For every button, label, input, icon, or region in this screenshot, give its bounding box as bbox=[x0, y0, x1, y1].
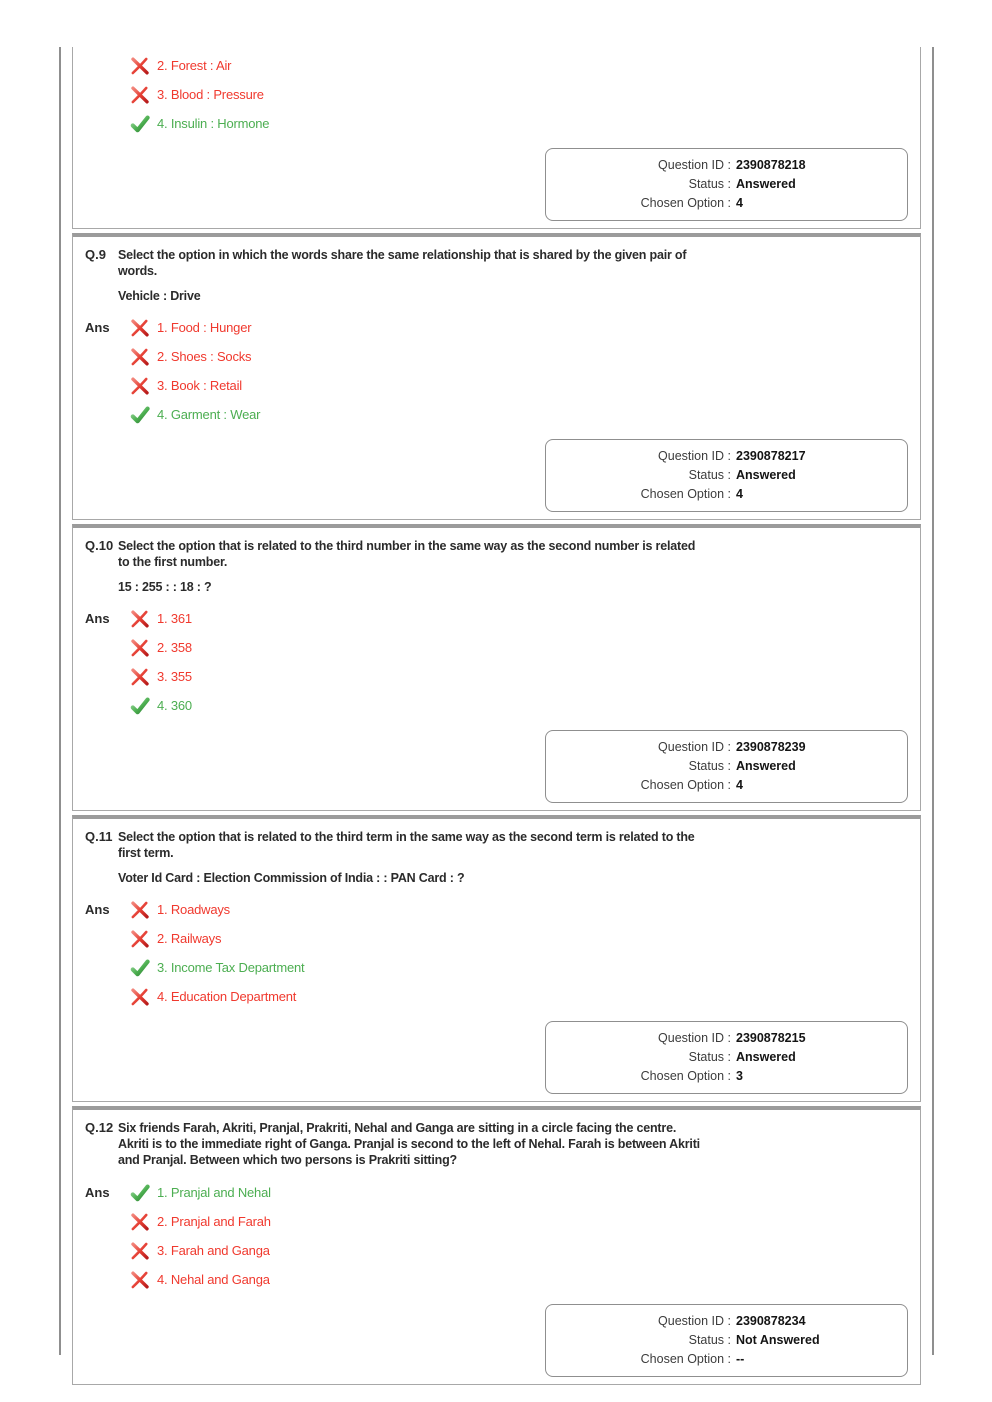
option-label: 1. Pranjal and Nehal bbox=[157, 1185, 271, 1200]
options-list bbox=[130, 604, 192, 720]
question-header bbox=[85, 247, 908, 279]
question-id-value: 2390878215 bbox=[736, 1031, 806, 1045]
cross-icon bbox=[130, 57, 150, 75]
chosen-option-value: 4 bbox=[736, 487, 743, 501]
cross-icon bbox=[130, 1271, 150, 1289]
check-icon bbox=[130, 115, 150, 133]
question-id-value: 2390878217 bbox=[736, 449, 806, 463]
question-id-value: 2390878239 bbox=[736, 740, 806, 754]
check-icon bbox=[130, 959, 150, 977]
option-label: 4. Insulin : Hormone bbox=[157, 116, 270, 131]
question-id-row bbox=[546, 738, 907, 757]
check-icon bbox=[130, 406, 150, 424]
cross-icon bbox=[130, 901, 150, 919]
status-row bbox=[546, 1331, 907, 1350]
option-label: 3. Blood : Pressure bbox=[157, 87, 264, 102]
cross-icon bbox=[130, 610, 150, 628]
question-id-row bbox=[546, 1029, 907, 1048]
status-row bbox=[546, 1048, 907, 1067]
cross-icon bbox=[130, 319, 150, 337]
option-row bbox=[130, 1265, 271, 1294]
question-block bbox=[72, 47, 921, 229]
option-row bbox=[130, 400, 260, 429]
question-stem: Vehicle : Drive bbox=[118, 289, 201, 303]
chosen-option-label: Chosen Option : bbox=[640, 487, 731, 501]
options-list bbox=[130, 895, 304, 1011]
option-label: 2. 358 bbox=[157, 640, 192, 655]
status-label: Status : bbox=[688, 759, 731, 773]
option-row bbox=[130, 313, 260, 342]
chosen-option-value: 3 bbox=[736, 1069, 743, 1083]
cross-icon bbox=[130, 377, 150, 395]
chosen-option-row bbox=[546, 1350, 907, 1369]
question-id-label: Question ID : bbox=[658, 158, 731, 172]
option-row bbox=[130, 924, 304, 953]
check-icon bbox=[130, 697, 150, 715]
question-header bbox=[85, 1120, 908, 1168]
option-row bbox=[130, 633, 192, 662]
cross-icon bbox=[130, 930, 150, 948]
chosen-option-row bbox=[546, 194, 907, 213]
question-id-row bbox=[546, 156, 907, 175]
status-row bbox=[546, 466, 907, 485]
option-row bbox=[130, 109, 269, 138]
chosen-option-label: Chosen Option : bbox=[640, 778, 731, 792]
question-text: Select the option that is related to the third number in the same way as the second number is related to the first number. bbox=[118, 539, 696, 569]
answer-area bbox=[85, 313, 908, 429]
status-label: Status : bbox=[688, 1333, 731, 1347]
option-label: 1. 361 bbox=[157, 611, 192, 626]
option-label: 3. 355 bbox=[157, 669, 192, 684]
option-label: 2. Forest : Air bbox=[157, 58, 232, 73]
option-label: 4. Education Department bbox=[157, 989, 297, 1004]
option-row bbox=[130, 1178, 271, 1207]
question-header bbox=[85, 538, 908, 570]
ans-label: Ans bbox=[85, 611, 110, 626]
status-label: Status : bbox=[688, 468, 731, 482]
chosen-option-row bbox=[546, 1067, 907, 1086]
question-number: Q.10 bbox=[85, 538, 114, 553]
question-id-label: Question ID : bbox=[658, 449, 731, 463]
question-id-label: Question ID : bbox=[658, 740, 731, 754]
option-row bbox=[130, 895, 304, 924]
question-text: Select the option in which the words share the same relationship that is shared by the given pair of words. bbox=[118, 248, 687, 278]
question-text: Select the option that is related to the third term in the same way as the second term is related to the first term. bbox=[118, 830, 695, 860]
question-block bbox=[72, 1106, 921, 1385]
ans-label: Ans bbox=[85, 320, 110, 335]
option-row bbox=[130, 982, 304, 1011]
status-value: Answered bbox=[736, 759, 796, 773]
chosen-option-label: Chosen Option : bbox=[640, 196, 731, 210]
options-list bbox=[130, 51, 269, 138]
option-label: 3. Book : Retail bbox=[157, 378, 242, 393]
chosen-option-row bbox=[546, 776, 907, 795]
question-meta-box bbox=[545, 730, 908, 803]
option-row bbox=[130, 1236, 271, 1265]
ans-label: Ans bbox=[85, 902, 110, 917]
ans-label: Ans bbox=[85, 1185, 110, 1200]
status-value: Not Answered bbox=[736, 1333, 820, 1347]
question-stem: 15 : 255 : : 18 : ? bbox=[118, 580, 212, 594]
chosen-option-value: 4 bbox=[736, 196, 743, 210]
question-id-label: Question ID : bbox=[658, 1031, 731, 1045]
option-label: 1. Roadways bbox=[157, 902, 230, 917]
question-meta-box bbox=[545, 1021, 908, 1094]
question-header bbox=[85, 829, 908, 861]
chosen-option-label: Chosen Option : bbox=[640, 1069, 731, 1083]
answer-area bbox=[85, 604, 908, 720]
option-row bbox=[130, 953, 304, 982]
status-row bbox=[546, 757, 907, 776]
question-id-label: Question ID : bbox=[658, 1314, 731, 1328]
question-id-value: 2390878218 bbox=[736, 158, 806, 172]
chosen-option-value: -- bbox=[736, 1352, 745, 1366]
option-row bbox=[130, 51, 269, 80]
status-value: Answered bbox=[736, 177, 796, 191]
question-id-row bbox=[546, 447, 907, 466]
question-id-row bbox=[546, 1312, 907, 1331]
chosen-option-label: Chosen Option : bbox=[640, 1352, 731, 1366]
cross-icon bbox=[130, 348, 150, 366]
question-number: Q.11 bbox=[85, 829, 113, 844]
option-label: 1. Food : Hunger bbox=[157, 320, 252, 335]
option-label: 2. Railways bbox=[157, 931, 222, 946]
answer-area bbox=[85, 51, 908, 138]
status-label: Status : bbox=[688, 1050, 731, 1064]
cross-icon bbox=[130, 86, 150, 104]
option-row bbox=[130, 342, 260, 371]
option-row bbox=[130, 1207, 271, 1236]
option-label: 3. Farah and Ganga bbox=[157, 1243, 270, 1258]
cross-icon bbox=[130, 1213, 150, 1231]
options-list bbox=[130, 313, 260, 429]
answer-area bbox=[85, 895, 908, 1011]
option-label: 4. Garment : Wear bbox=[157, 407, 261, 422]
option-row bbox=[130, 371, 260, 400]
question-block bbox=[72, 524, 921, 811]
option-row bbox=[130, 662, 192, 691]
status-value: Answered bbox=[736, 468, 796, 482]
questions-container bbox=[61, 47, 932, 1385]
cross-icon bbox=[130, 988, 150, 1006]
option-label: 4. 360 bbox=[157, 698, 192, 713]
question-stem: Voter Id Card : Election Commission of India : : PAN Card : ? bbox=[118, 871, 465, 885]
question-number: Q.12 bbox=[85, 1120, 114, 1135]
question-meta-box bbox=[545, 1304, 908, 1377]
cross-icon bbox=[130, 1242, 150, 1260]
question-paper-panel bbox=[59, 47, 934, 1366]
chosen-option-row bbox=[546, 485, 907, 504]
status-row bbox=[546, 175, 907, 194]
status-label: Status : bbox=[688, 177, 731, 191]
question-meta-box bbox=[545, 148, 908, 221]
option-label: 3. Income Tax Department bbox=[157, 960, 305, 975]
option-row bbox=[130, 604, 192, 633]
question-meta-box bbox=[545, 439, 908, 512]
check-icon bbox=[130, 1184, 150, 1202]
option-label: 2. Shoes : Socks bbox=[157, 349, 252, 364]
question-text: Six friends Farah, Akriti, Pranjal, Prakriti, Nehal and Ganga are sitting in a circle facing the centre. Akriti is to the immediate right of Ganga. Pranjal is second to the left of Nehal. Farah is between Akriti and Pranjal. Between which two persons is Prakriti sitting? bbox=[118, 1121, 700, 1167]
option-label: 4. Nehal and Ganga bbox=[157, 1272, 270, 1287]
option-row bbox=[130, 691, 192, 720]
answer-area bbox=[85, 1178, 908, 1294]
cross-icon bbox=[130, 639, 150, 657]
question-block bbox=[72, 233, 921, 520]
options-list bbox=[130, 1178, 271, 1294]
question-block bbox=[72, 815, 921, 1102]
question-number: Q.9 bbox=[85, 247, 106, 262]
option-label: 2. Pranjal and Farah bbox=[157, 1214, 271, 1229]
cross-icon bbox=[130, 668, 150, 686]
question-id-value: 2390878234 bbox=[736, 1314, 806, 1328]
chosen-option-value: 4 bbox=[736, 778, 743, 792]
option-row bbox=[130, 80, 269, 109]
status-value: Answered bbox=[736, 1050, 796, 1064]
